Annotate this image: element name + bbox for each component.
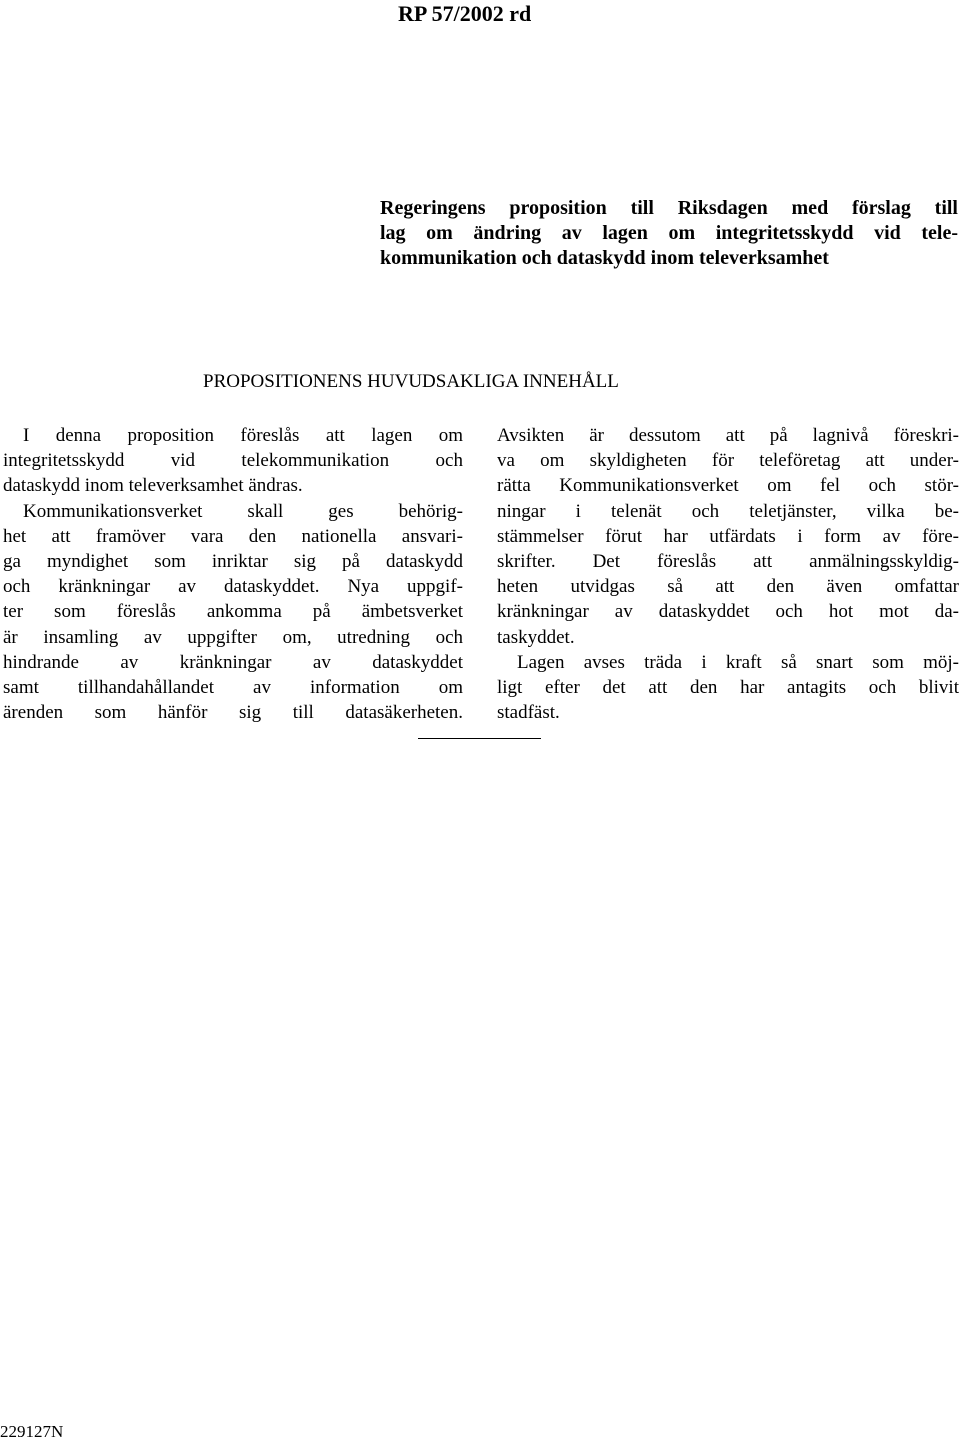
text-line: integritetsskydd vid telekommunikation och: [3, 450, 463, 472]
text-line: skrifter. Det föreslås att anmälningsskyldig-: [497, 551, 959, 573]
text-line: ligt efter det att den har antagits och blivit: [497, 677, 959, 699]
text-line: taskyddet.: [497, 626, 575, 648]
document-id: RP 57/2002 rd: [398, 1, 532, 26]
text-line: kränkningar av dataskyddet och hot mot da-: [497, 601, 959, 623]
text-line: ter som föreslås ankomma på ämbetsverket: [3, 601, 463, 623]
text-line: I denna proposition föreslås att lagen om: [23, 425, 463, 446]
title-line: lag om ändring av lagen om integritetsskydd vid tele-: [380, 222, 958, 244]
title-line: kommunikation och dataskydd inom televerksamhet: [380, 247, 829, 269]
title-line: Regeringens proposition till Riksdagen med förslag till: [380, 197, 958, 219]
text-line: Kommunikationsverket skall ges behörig-: [23, 500, 463, 522]
text-line: heten utvidgas så att den även omfattar: [497, 576, 959, 598]
text-line: är insamling av uppgifter om, utredning och: [3, 626, 463, 648]
text-line: stämmelser förut har utfärdats i form av före-: [497, 525, 959, 547]
text-line: dataskydd inom televerksamhet ändras.: [3, 475, 303, 497]
summary-left-column: [3, 423, 463, 725]
text-line: rätta Kommunikationsverket om fel och stör-: [497, 475, 959, 497]
text-line: samt tillhandahållandet av information om: [3, 677, 463, 699]
print-code: 229127N: [0, 1422, 64, 1441]
text-line: och kränkningar av dataskyddet. Nya uppgif-: [3, 576, 463, 598]
text-line: ga myndighet som inriktar sig på dataskydd: [3, 551, 463, 573]
text-line: va om skyldigheten för teleföretag att under-: [497, 450, 959, 472]
section-heading: PROPOSITIONENS HUVUDSAKLIGA INNEHÅLL: [203, 371, 619, 392]
proposition-title: [380, 196, 958, 271]
end-rule: [418, 738, 541, 739]
text-line: stadfäst.: [497, 702, 560, 724]
text-line: ärenden som hänför sig till datasäkerheten.: [3, 702, 463, 724]
text-line: hindrande av kränkningar av dataskyddet: [3, 651, 463, 673]
text-line: het att framöver vara den nationella ansvari-: [3, 525, 463, 547]
text-line: ningar i telenät och teletjänster, vilka be-: [497, 500, 959, 522]
text-line: Avsikten är dessutom att på lagnivå föreskri-: [497, 425, 959, 446]
summary-right-column: [497, 423, 959, 725]
text-line: Lagen avses träda i kraft så snart som möj-: [517, 651, 959, 673]
